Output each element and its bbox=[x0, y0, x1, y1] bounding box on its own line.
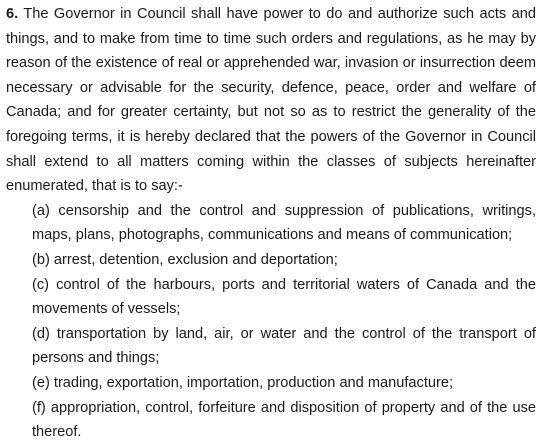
list-item-a: (a) censorship and the control and suppression of publications, writings, maps, plans, photographs, communications and means of communication; bbox=[32, 202, 536, 244]
list-item-d: (d) transportation by land, air, or water and the control of the transport of persons and things; bbox=[32, 325, 536, 367]
list-item-b: (b) arrest, detention, exclusion and deportation; bbox=[32, 251, 338, 268]
section-text: The Governor in Council shall have power to do and authorize such acts and things, and to make from time to time such orders and regulations, as he may by reason of the existence of real or apprehended war, invasion or insurrection deem necessary or advisable for the security, defence, peace, order and welfare of Canada; and for greater certainty, but not so as to restrict the generality of the foregoing terms, it is hereby declared that the powers of the Governor in Council shall extend to all matters coming within the classes of subjects hereinafter enumerated, that is to say:- bbox=[6, 6, 536, 195]
list-item-e: (e) trading, exportation, importation, production and manufacture; bbox=[32, 374, 454, 391]
section-number: 6. bbox=[6, 6, 19, 22]
section-paragraph bbox=[6, 2, 536, 199]
list-item-f: (f) appropriation, control, forfeiture and disposition of property and of the use thereof. bbox=[32, 399, 536, 441]
list-item-c: (c) control of the harbours, ports and territorial waters of Canada and the movements of vessels; bbox=[32, 276, 536, 318]
document-body bbox=[6, 2, 536, 445]
enumerated-list bbox=[6, 199, 536, 445]
